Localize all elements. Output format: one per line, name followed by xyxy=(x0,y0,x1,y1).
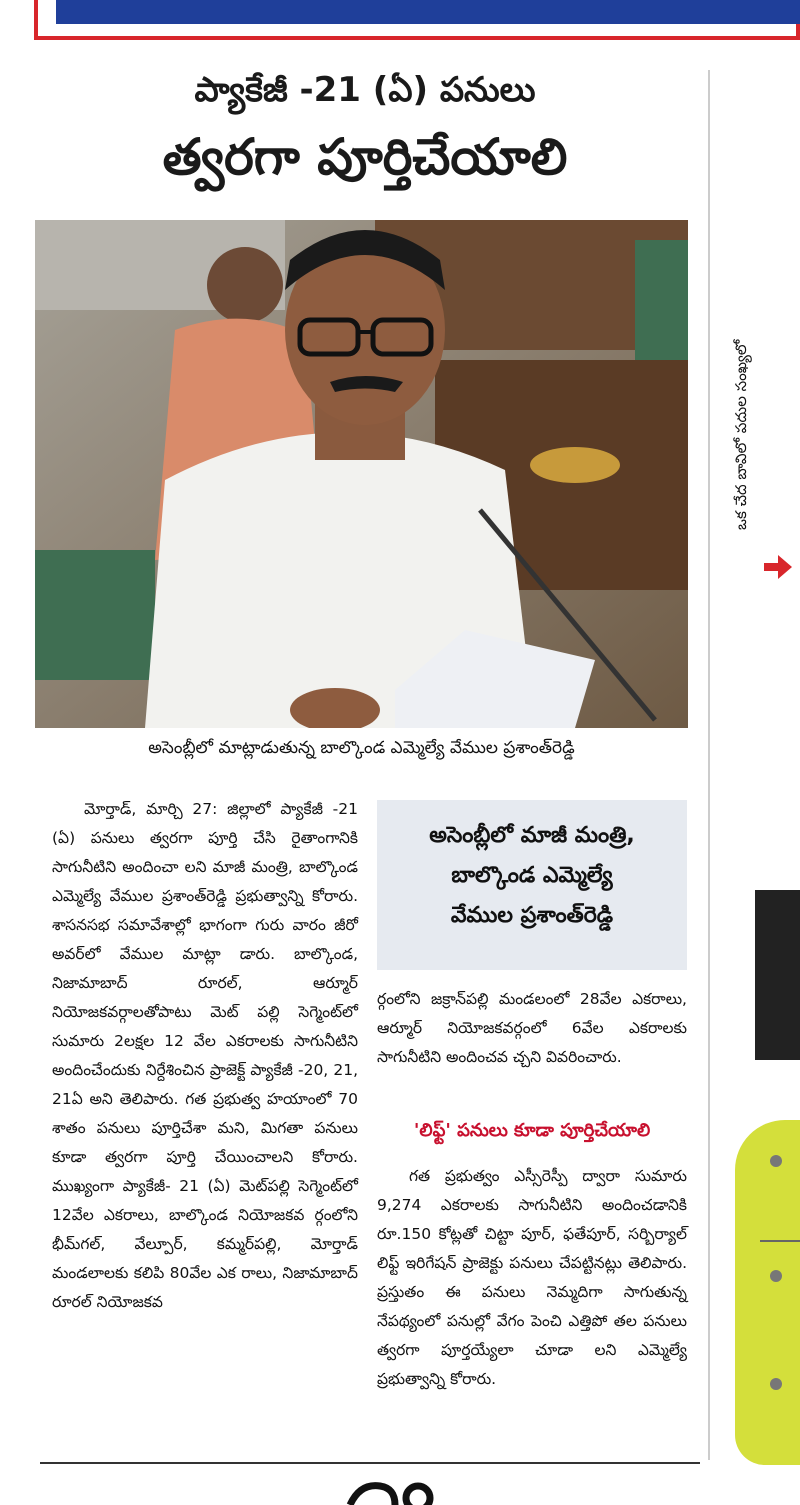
pull-quote-line-1: అసెంబ్లీలో మాజీ మంత్రి, xyxy=(429,823,635,848)
headline-main: త్వరగా పూర్తిచేయాలి xyxy=(162,128,568,186)
pull-quote xyxy=(377,800,687,970)
side-article-vertical-text: ఒక చేద బావిలో పదుల సంఖ్యలో xyxy=(732,339,750,530)
bullet-dot-icon xyxy=(770,1378,782,1390)
article-column-left: మోర్తాడ్, మార్చి 27: జిల్లాలో ప్యాకేజీ -21 (ఏ) పనులు త్వరగా పూర్తి చేసి రైతాంగానికి సాగునీటిని అందించా లని మాజీ మంత్రి, బాల్కొండ ఎమ్మెల్యే వేముల ప్రశాంత్‌రెడ్డి ప్రభుత్వాన్ని కోరారు. శాసనసభ సమావేశాల్లో భాగంగా గురు వారం జీరో అవర్‌లో వేముల మాట్లా డారు. బాల్కొండ, నిజామాబాద్ రూరల్, ఆర్మూర్ నియోజకవర్గాలతోపాటు మెట్ పల్లి సెగ్మెంట్‌లో సుమారు 2లక్షల 12 వేల ఎకరాలకు సాగునీటిని అందించేందుకు నిర్దేశించిన ప్రాజెక్ట్ ప్యాకేజీ -20, 21, 21ఏ అని తెలిపారు. గత ప్రభుత్వ హయాంలో 70 శాతం పనులు పూర్తిచేశా మని, మిగతా పనులు కూడా త్వరగా పూర్తి చేయించాలని కోరారు. ముఖ్యంగా ప్యాకేజీ- 21 (ఏ) మెట్‌పల్లి సెగ్మెంట్‌లో 12వేల ఎకరాలు, బాల్కొండ నియోజకవ ర్గంలోని భీమ్‌గల్, వేల్పూర్, కమ్మర్‌పల్లి, మోర్తాడ్ మండలాలకు కలిపి 80వేల ఎక రాలు, నిజామాబాద్ రూరల్ నియోజకవ xyxy=(52,800,358,1311)
article-column-right-top: ర్గంలోని జక్రాన్‌పల్లి మండలంలో 28వేల ఎకరాలు, ఆర్మూర్ నియోజకవర్గంలో 6వేల ఎకరాలకు సాగునీటిని అందించవ చ్చని వివరించారు. xyxy=(377,990,687,1066)
side-article-headline-fragment xyxy=(755,890,800,1060)
masthead-blue-band xyxy=(56,0,800,24)
side-article-green-panel xyxy=(735,1120,800,1465)
pull-quote-line-3: వేముల ప్రశాంత్‌రెడ్డి xyxy=(450,903,614,928)
side-panel-divider xyxy=(760,1240,800,1242)
photo-caption: అసెంబ్లీలో మాట్లాడుతున్న బాల్కొండ ఎమ్మెల్యే వేముల ప్రశాంత్‌రెడ్డి xyxy=(148,738,575,758)
article-column-right-bottom: గత ప్రభుత్వం ఎస్సీరెస్పీ ద్వారా సుమారు 9,274 ఎకరాలకు సాగునీటిని అందించడానికి రూ.150 కోట్లతో చిట్టా పూర్, ఫతేపూర్, సర్బిర్యాల్ లిఫ్ట్ ఇరిగేషన్ ప్రాజెక్టు పనులు చేపట్టినట్లు తెలిపారు. ప్రస్తుతం ఈ పనులు నెమ్మదిగా సాగుతున్న నేపథ్యంలో పనుల్లో వేగం పెంచి ఎత్తిపో తల పనులు త్వరగా పూర్తయ్యేలా చూడా లని ఎమ్మెల్యే ప్రభుత్వాన్ని కోరారు. xyxy=(377,1167,687,1388)
column-divider xyxy=(708,70,710,1460)
bottom-divider xyxy=(40,1462,700,1464)
photo-illustration xyxy=(35,220,688,728)
headline-kicker: ప్యాకేజీ -21 (ఏ) పనులు xyxy=(194,70,536,110)
arrow-right-icon xyxy=(764,555,792,579)
article-subheading: 'లిఫ్ట్' పనులు కూడా పూర్తిచేయాలి xyxy=(413,1120,651,1141)
bullet-dot-icon xyxy=(770,1270,782,1282)
next-article-glyph xyxy=(340,1478,440,1505)
article-photo xyxy=(35,220,688,728)
pull-quote-line-2: బాల్కొండ ఎమ్మెల్యే xyxy=(451,863,613,888)
bullet-dot-icon xyxy=(770,1155,782,1167)
